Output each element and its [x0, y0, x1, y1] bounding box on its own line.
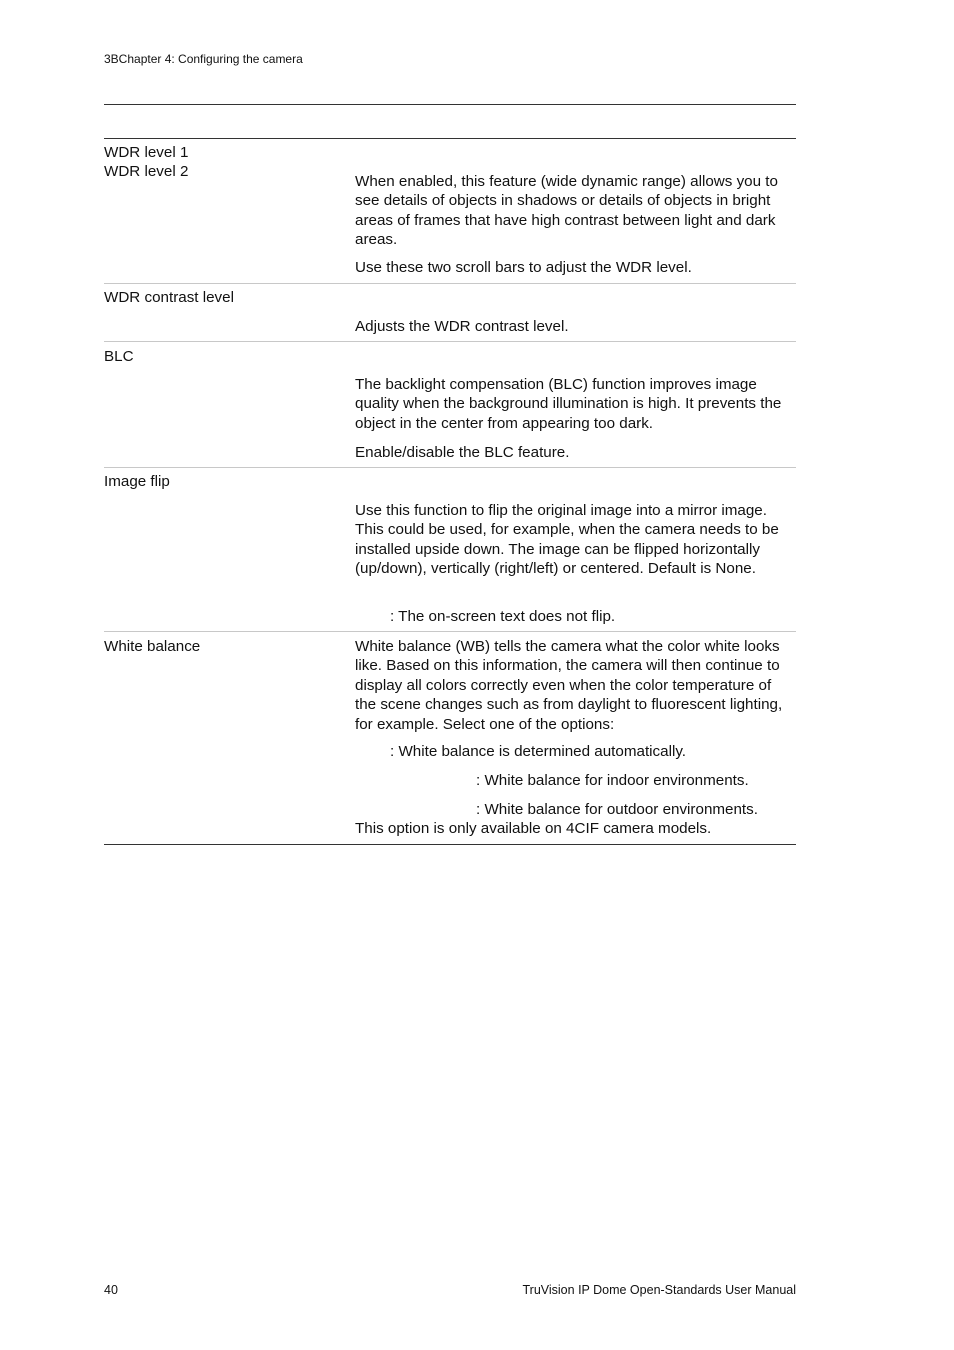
image-flip-description: Use this function to flip the original image into a mirror image. This could be used, for example, when the camera needs to be installed upside down. The image can be flipped horizontally (up/down), vertically (right/left) or centered. Default is None.	[355, 502, 779, 578]
row-label-wdr-level-1: WDR level 1	[104, 144, 189, 161]
wdr-scrollbar-note: Use these two scroll bars to adjust the WDR level.	[355, 259, 692, 276]
blc-enable-note: Enable/disable the BLC feature.	[355, 444, 570, 461]
row-divider	[104, 631, 796, 632]
row-divider	[104, 283, 796, 284]
row-label-white-balance: White balance	[104, 638, 201, 655]
row-divider	[104, 467, 796, 468]
white-balance-option-outdoor: : White balance for outdoor environments.	[476, 801, 758, 818]
row-label-wdr-contrast: WDR contrast level	[104, 289, 234, 306]
white-balance-4cif-note: This option is only available on 4CIF camera models.	[355, 820, 712, 837]
white-balance-description: White balance (WB) tells the camera what the color white looks like. Based on this information, the camera will then continue to display all colors correctly even when the color temperature of the scene changes such as from daylight to fluorescent lighting, for example. Select one of the options:	[355, 638, 783, 733]
manual-title: TruVision IP Dome Open-Standards User Manual	[522, 1283, 796, 1297]
row-label-image-flip: Image flip	[104, 473, 170, 490]
table-header-rule	[104, 138, 796, 139]
table-bottom-rule	[104, 844, 796, 845]
white-balance-option-indoor: : White balance for indoor environments.	[476, 772, 749, 789]
running-head: 3BChapter 4: Configuring the camera	[104, 52, 303, 66]
white-balance-option-auto: : White balance is determined automatically.	[390, 743, 687, 760]
wdr-description: When enabled, this feature (wide dynamic range) allows you to see details of objects in shadows or details of objects in bright areas of frames that have high contrast between light and dark areas.	[355, 173, 778, 249]
row-divider	[104, 341, 796, 342]
page-number: 40	[104, 1283, 118, 1297]
row-label-wdr-level-2: WDR level 2	[104, 163, 189, 180]
image-flip-note: : The on-screen text does not flip.	[390, 608, 616, 625]
table-top-rule	[104, 104, 796, 105]
row-label-blc: BLC	[104, 348, 134, 365]
blc-description: The backlight compensation (BLC) function improves image quality when the background illumination is high. It prevents the object in the center from appearing too dark.	[355, 376, 782, 432]
wdr-contrast-description: Adjusts the WDR contrast level.	[355, 318, 569, 335]
